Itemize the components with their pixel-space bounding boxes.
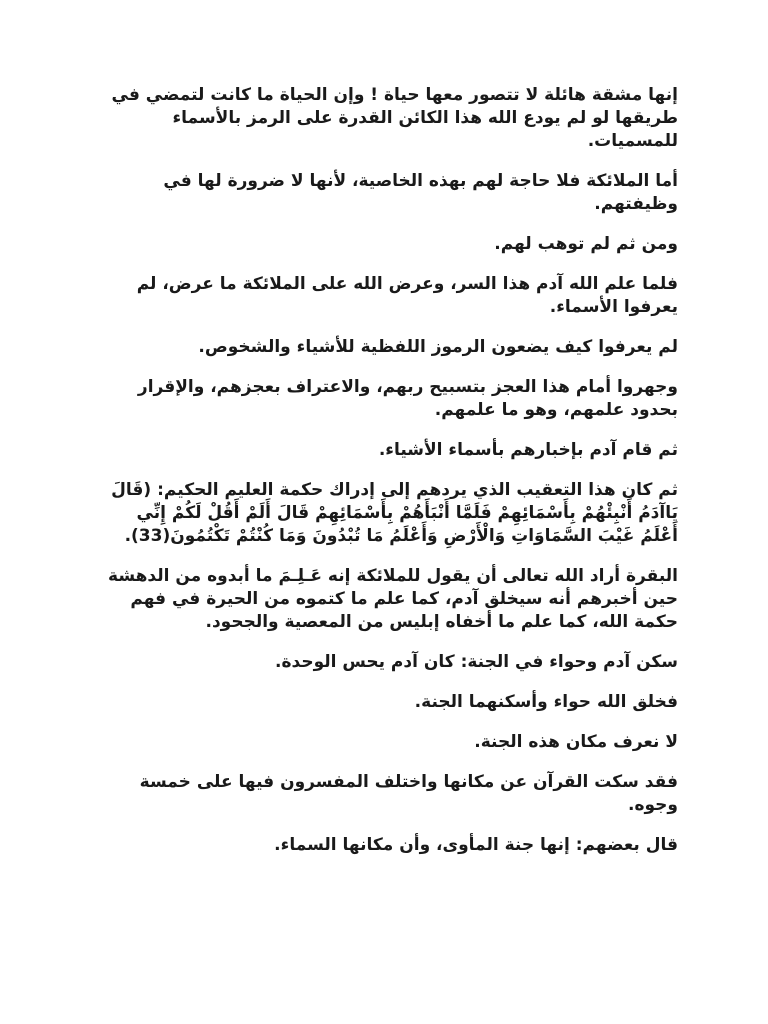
paragraph: ومن ثم لم توهب لهم. (494, 234, 678, 254)
paragraph: فقد سكت القرآن عن مكانها واختلف المفسرون فيها على خمسة وجوه. (139, 772, 678, 815)
paragraph-quran-verse: ثم كان هذا التعقيب الذي يردهم إلى إدراك حكمة العليم الحكيم: (قَالَ يَاآدَمُ أَنْبِئْهُمْ بِأَسْمَائِهِمْ فَلَمَّا أَنْبَأَهُمْ بِأَسْمَائِهِمْ قَالَ أَلَمْ أَقُلْ لَكُمْ إِنِّي أَعْلَمُ غَيْبَ السَّمَاوَاتِ وَالْأَرْضِ وَأَعْلَمُ مَا تُبْدُونَ وَمَا كُنْتُمْ تَكْتُمُونَ(33). (111, 480, 678, 546)
paragraph: فلما علم الله آدم هذا السر، وعرض الله على الملائكة ما عرض، لم يعرفوا الأسماء. (136, 274, 678, 317)
paragraph: وجهروا أمام هذا العجز بتسبيح ربهم، والاعتراف بعجزهم، والإقرار بحدود علمهم، وهو ما علمهم. (137, 377, 678, 420)
paragraph: لم يعرفوا كيف يضعون الرموز اللفظية للأشياء والشخوص. (198, 337, 678, 357)
paragraph: سكن آدم وحواء في الجنة: كان آدم يحس الوحدة. (275, 652, 678, 672)
paragraph: البقرة أراد الله تعالى أن يقول للملائكة إنه عَـلِـمَ ما أبدوه من الدهشة حين أخبرهم أنه سيخلق آدم، كما علم ما كتموه من الحيرة في فهم حكمة الله، كما علم ما أخفاه إبليس من المعصية والجحود. (108, 566, 678, 632)
paragraph: قال بعضهم: إنها جنة المأوى، وأن مكانها السماء. (274, 835, 678, 855)
paragraph: ثم قام آدم بإخبارهم بأسماء الأشياء. (378, 440, 678, 460)
paragraph: إنها مشقة هائلة لا تتصور معها حياة ! وإن الحياة ما كانت لتمضي في طريقها لو لم يودع الله هذا الكائن القدرة على الرمز بالأسماء للمسميات. (111, 85, 678, 151)
paragraph: أما الملائكة فلا حاجة لهم بهذه الخاصية، لأنها لا ضرورة لها في وظيفتهم. (163, 171, 678, 214)
paragraph: لا نعرف مكان هذه الجنة. (474, 732, 678, 752)
paragraph: فخلق الله حواء وأسكنهما الجنة. (414, 692, 678, 712)
document-page (96, 84, 678, 874)
